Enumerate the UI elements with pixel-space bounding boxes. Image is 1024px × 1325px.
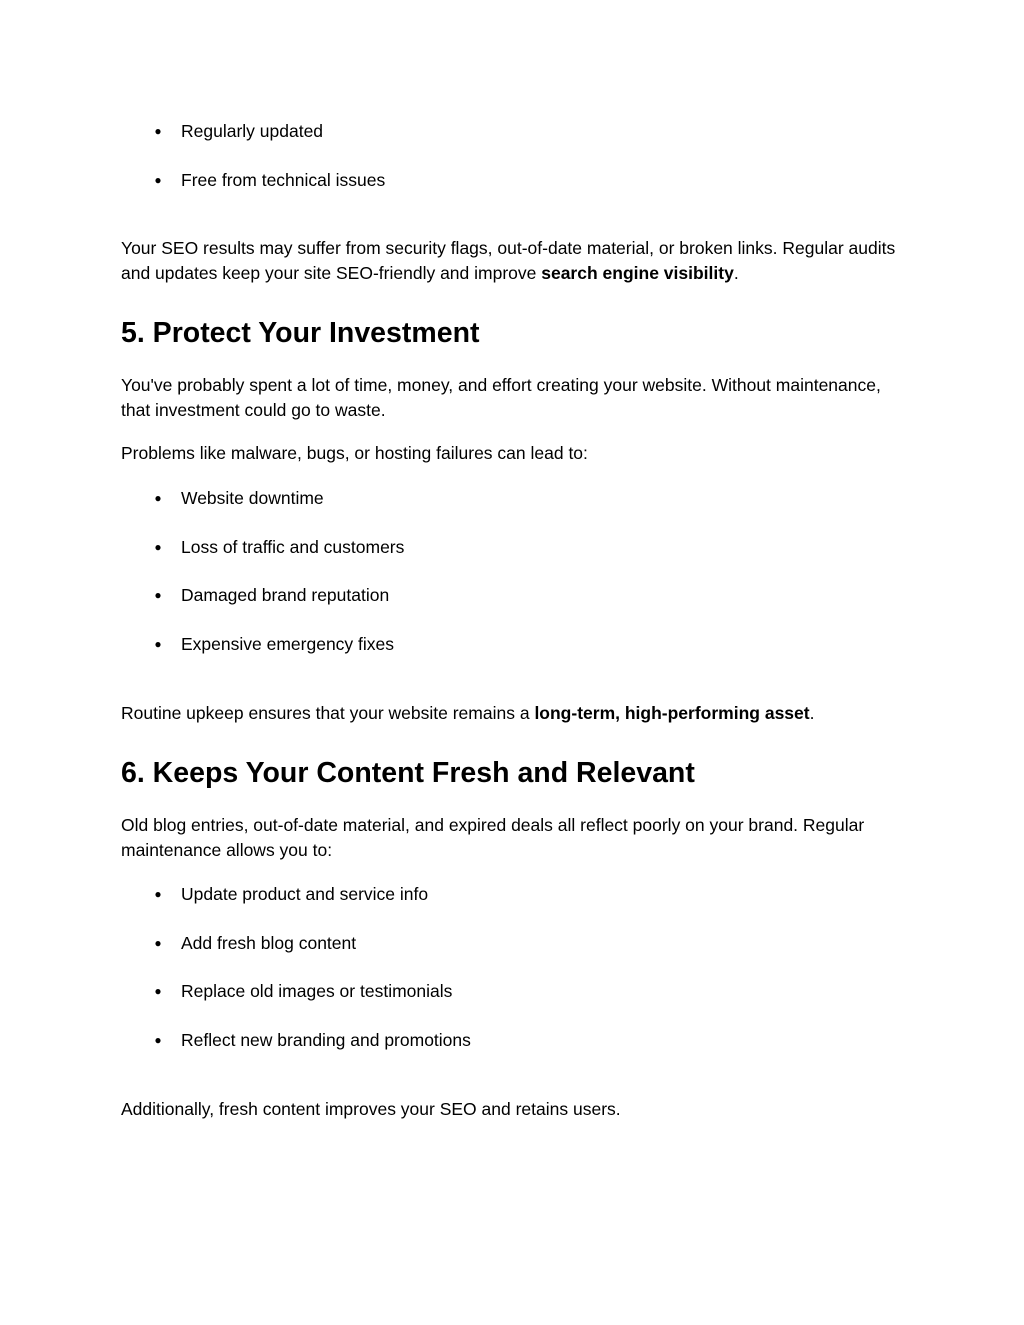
bullet-icon: ● bbox=[154, 936, 162, 950]
bold-text: search engine visibility bbox=[541, 262, 734, 283]
seo-paragraph bbox=[121, 236, 911, 285]
list-item-text: Loss of traffic and customers bbox=[181, 537, 405, 557]
section-intro: Old blog entries, out-of-date material, and expired deals all reflect poorly on your brand. Regular maintenance allows you to: bbox=[121, 815, 865, 860]
bullet-icon: ● bbox=[154, 540, 162, 554]
list-item-text: Regularly updated bbox=[181, 121, 324, 141]
bullet-icon: ● bbox=[154, 637, 162, 651]
section-lead: Problems like malware, bugs, or hosting failures can lead to: bbox=[121, 443, 588, 463]
section-closing bbox=[121, 701, 911, 726]
list-item-text: Update product and service info bbox=[181, 884, 429, 904]
paragraph-text: . bbox=[733, 262, 739, 283]
bullet-icon: ● bbox=[154, 173, 162, 187]
paragraph-text: Your SEO results may suffer from security flags, out-of-date material, or broken links. Regular audits and updates keep your site SEO-friendly and improve bbox=[121, 238, 896, 283]
section-intro: You've probably spent a lot of time, money, and effort creating your website. Without maintenance, that investment could go to waste. bbox=[121, 375, 881, 420]
section-heading: 5. Protect Your Investment bbox=[121, 317, 480, 349]
paragraph-text: . bbox=[809, 703, 815, 723]
section-closing: Additionally, fresh content improves your SEO and retains users. bbox=[121, 1099, 621, 1119]
list-item-text: Free from technical issues bbox=[181, 170, 386, 190]
bold-text: long-term, high-performing asset bbox=[534, 703, 810, 723]
bullet-icon: ● bbox=[154, 1033, 162, 1047]
paragraph-text: Routine upkeep ensures that your website remains a bbox=[121, 703, 535, 723]
section-heading: 6. Keeps Your Content Fresh and Relevant bbox=[121, 757, 695, 789]
bullet-icon: ● bbox=[154, 588, 162, 602]
bullet-icon: ● bbox=[154, 124, 162, 138]
list-item-text: Add fresh blog content bbox=[181, 933, 357, 953]
bullet-icon: ● bbox=[154, 984, 162, 998]
list-item-text: Reflect new branding and promotions bbox=[181, 1030, 471, 1050]
list-item-text: Expensive emergency fixes bbox=[181, 634, 395, 654]
list-item-text: Damaged brand reputation bbox=[181, 585, 390, 605]
list-item-text: Replace old images or testimonials bbox=[181, 981, 453, 1001]
bullet-icon: ● bbox=[154, 491, 162, 505]
list-item-text: Website downtime bbox=[181, 488, 324, 508]
bullet-icon: ● bbox=[154, 887, 162, 901]
